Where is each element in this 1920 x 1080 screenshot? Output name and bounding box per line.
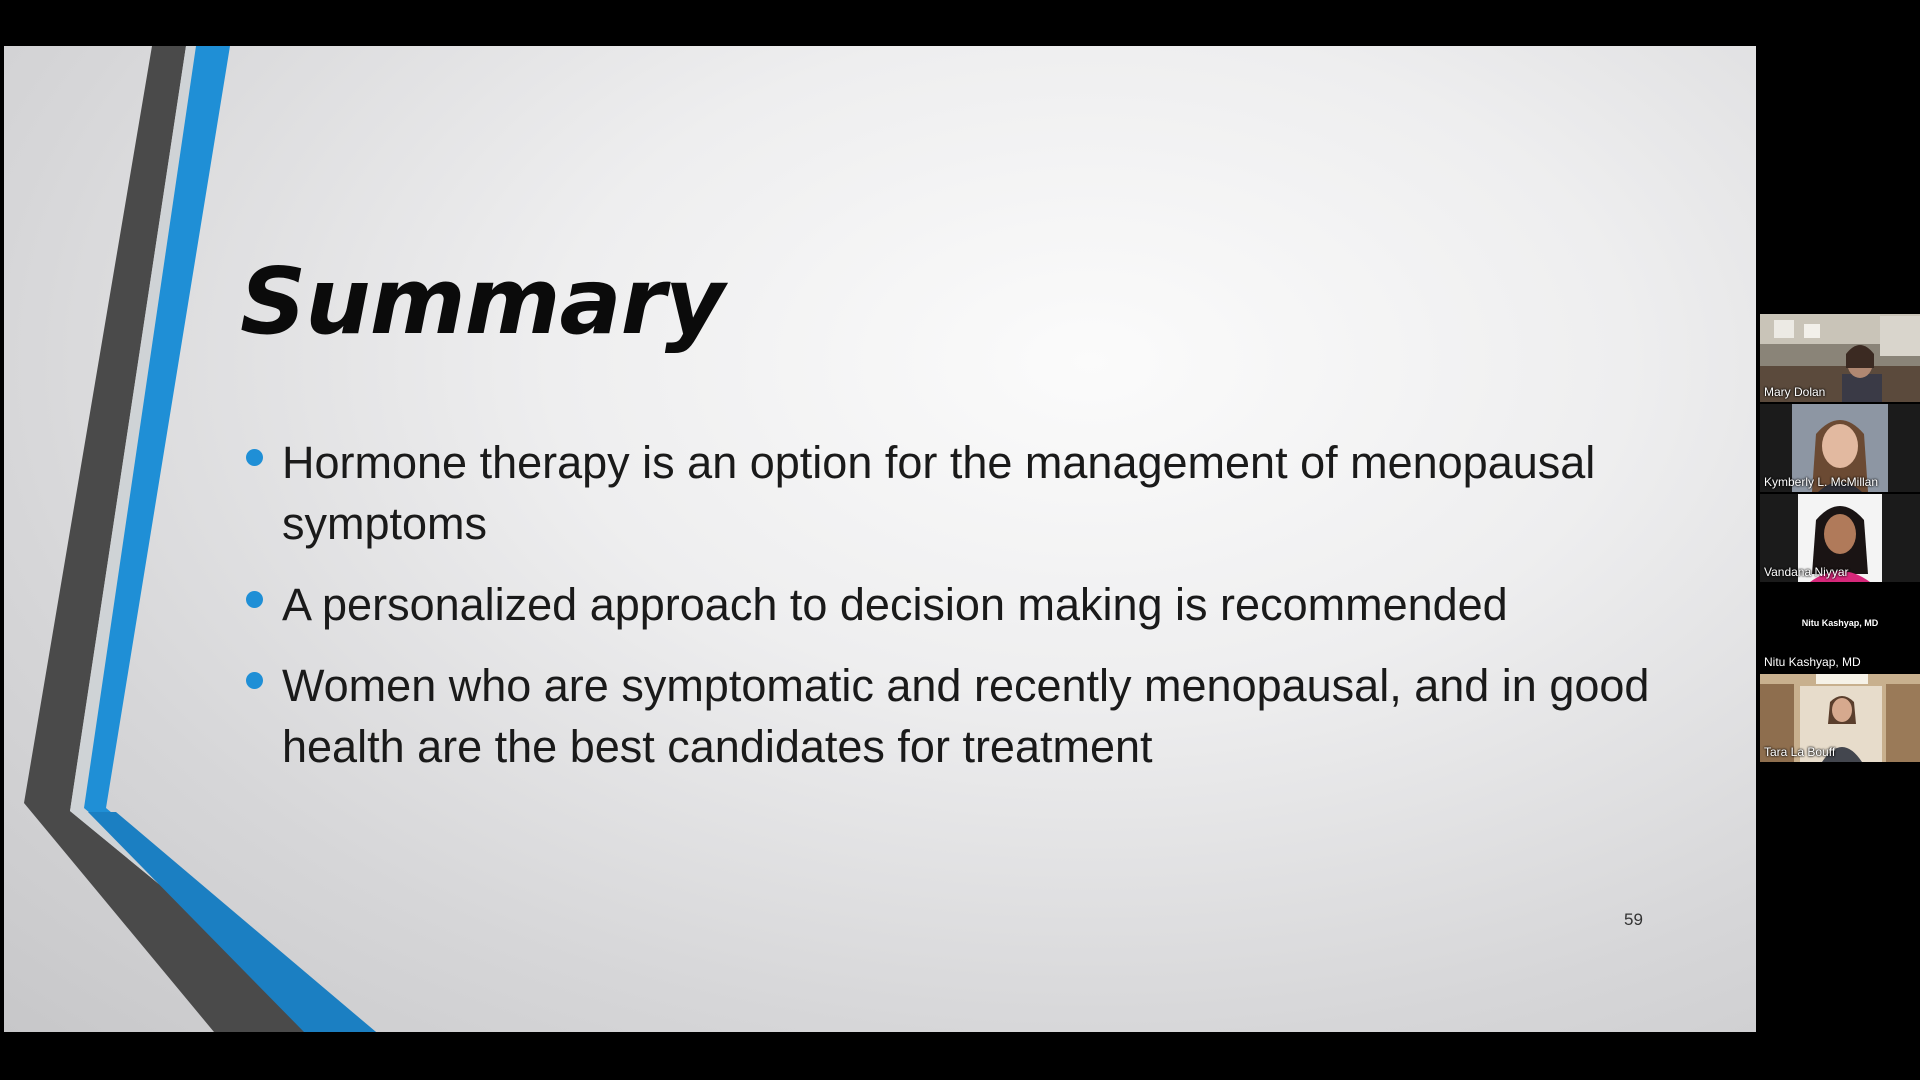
participant-tile-mary-dolan[interactable] (1760, 314, 1920, 402)
participant-name: Vandana Niyyar (1764, 565, 1849, 579)
bullet-text: Hormone therapy is an option for the management of menopausal symptoms (282, 437, 1596, 549)
bullet-dot-icon (246, 591, 263, 608)
slide-page-number: 59 (1624, 910, 1643, 929)
slide-title: Summary (240, 248, 724, 355)
participant-tile-tara-la-bouff[interactable] (1760, 674, 1920, 762)
bullet-item (240, 655, 1700, 777)
participant-center-name: Nitu Kashyap, MD (1801, 618, 1879, 628)
shared-slide (4, 46, 1756, 1032)
bullet-dot-icon (246, 449, 263, 466)
participant-tile-kymberly-mcmillan[interactable] (1760, 404, 1920, 492)
bullet-text: A personalized approach to decision making is recommended (282, 579, 1508, 630)
participant-name: Kymberly L. McMillan (1764, 475, 1879, 489)
participant-name: Tara La Bouff (1764, 745, 1836, 759)
bullet-item (240, 574, 1700, 635)
bullet-dot-icon (246, 672, 263, 689)
participant-name: Mary Dolan (1764, 385, 1826, 399)
participant-tile-vandana-niyyar[interactable] (1760, 494, 1920, 582)
bullet-text: Women who are symptomatic and recently menopausal, and in good health are the best candidates for treatment (282, 660, 1650, 772)
participant-panel (1760, 314, 1920, 764)
bullet-list (240, 432, 1700, 797)
bullet-item (240, 432, 1700, 554)
participant-tile-nitu-kashyap[interactable] (1760, 584, 1920, 672)
participant-name: Nitu Kashyap, MD (1764, 655, 1861, 669)
